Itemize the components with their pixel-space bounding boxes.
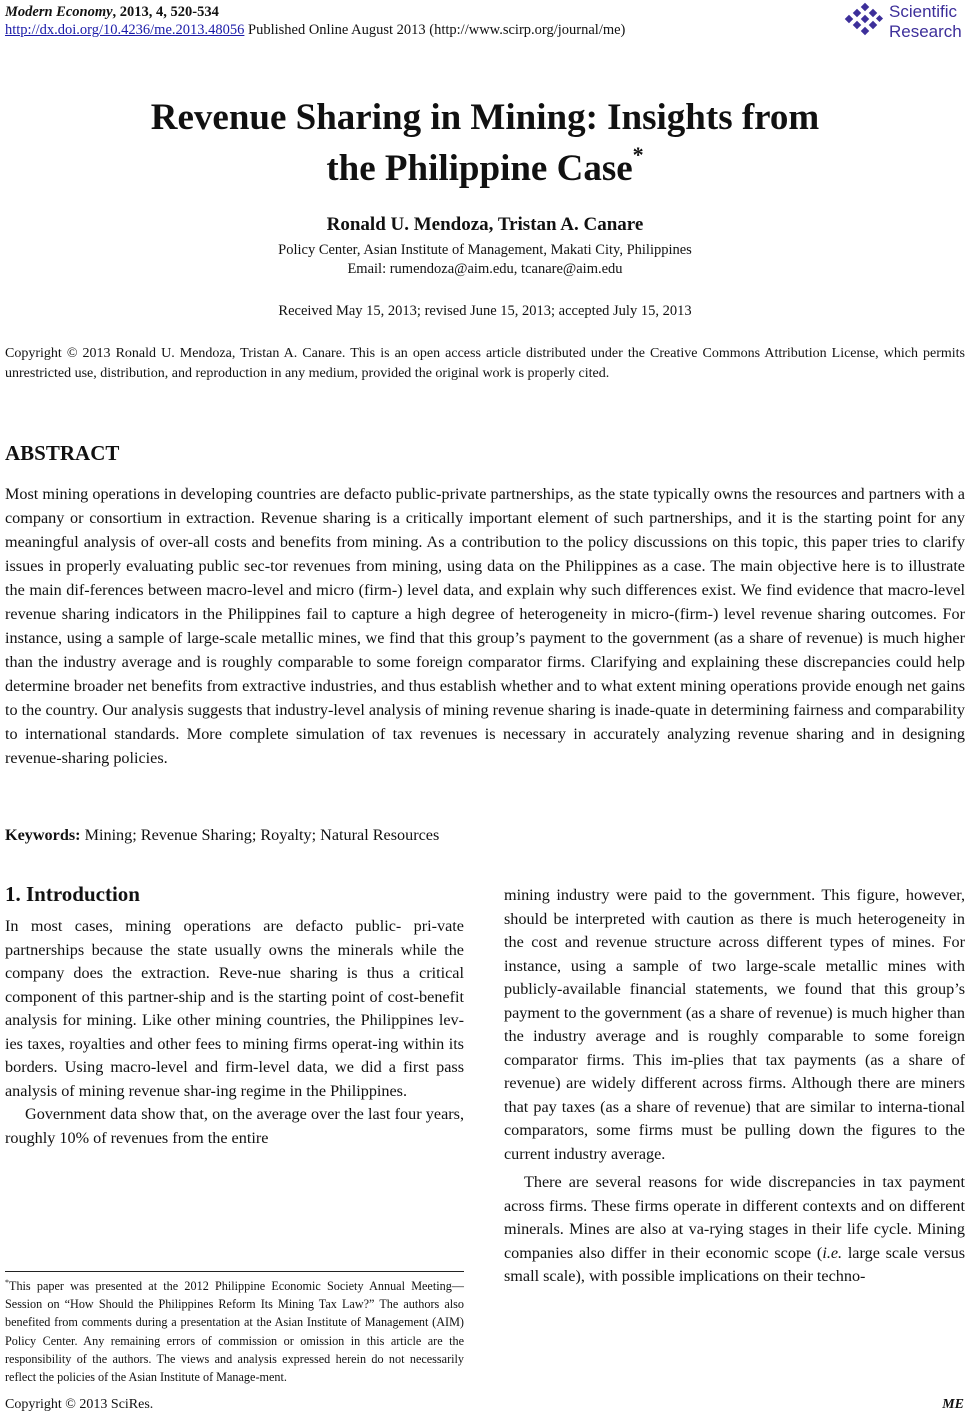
abstract-heading: ABSTRACT — [5, 441, 120, 465]
intro-paragraph-3: There are several reasons for wide discrepancies in tax payment across firms. These firms operate in different contexts and on different minerals. Mines are also at va-rying stages in their life cycle. Mining companies also differ in their economic scope (i.e. large scale versus small scale), with possible implications on their techno- — [504, 1173, 965, 1285]
footnote: *This paper was presented at the 2012 Philippine Economic Society Annual Meeting—Session on “How Should the Philippines Reform Its Mining Tax Law?” The authors also benefited from comments during a presentation at the Asian Institute of Management (AIM) Policy Center. Any remaining errors of commission or omission in this article are the responsibility of the authors. The views and analysis expressed herein do not necessarily reflect the policies of the Asian Institute of Manage-ment. — [5, 1278, 464, 1385]
journal-citation: Modern Economy, 2013, 4, 520-534 — [5, 4, 219, 20]
footer-copyright: Copyright © 2013 SciRes. — [5, 1397, 154, 1412]
copyright-notice: Copyright © 2013 Ronald U. Mendoza, Tristan A. Canare. This is an open access article distributed under the Creative Commons Attribution License, which permits unrestricted use, distribution, and reproduction in any medium, provided the original work is properly cited. — [5, 346, 965, 381]
email: Email: rumendoza@aim.edu, tcanare@aim.edu — [347, 261, 623, 277]
intro-paragraph-2-continued: mining industry were paid to the government. This figure, however, should be interpreted with caution as there is much heterogeneity in the cost and revenue structure across different types of mines. For instance, using a sample of two large-scale metallic mines with publicly-available financial statements, we found that this group’s payment to the government (as a share of revenue) is much higher than the industry average and is roughly comparable to some foreign comparator firms. This im-plies that tax payments (as a share of revenue) are widely different across firms. Although there are miners that pay taxes (as a share of revenue) that are similar to interna-tional comparators, some firms must be pulling down the figures to the current industry average. — [504, 886, 965, 1163]
right-column — [504, 884, 965, 1289]
intro-paragraph-1: In most cases, mining operations are defacto public- pri-vate partnerships because the state usually owns the minerals while the company does the extraction. Reve-nue sharing is thus a critical component of this partner-ship and is the starting point of cost-benefit analysis for mining. Like other mining countries, the Philippines lev-ies taxes, royalties and other fees to mining firms operat-ing within its borders. Using macro-level and firm-level data, we did a first pass analysis of mining revenue shar-ing regime in the Philippines. — [5, 917, 464, 1100]
footer-journal-abbr: ME — [942, 1397, 964, 1412]
title-footnote-mark: * — [632, 142, 644, 167]
section-heading-introduction: 1. Introduction — [5, 882, 140, 906]
keywords: Keywords: Mining; Revenue Sharing; Royalty; Natural Resources — [5, 826, 440, 844]
logo-text: Scientific Research — [889, 2, 962, 41]
affiliation: Policy Center, Asian Institute of Management, Makati City, Philippines — [278, 242, 692, 258]
scientific-research-logo — [844, 2, 964, 44]
doi-link[interactable]: http://dx.doi.org/10.4236/me.2013.48056 — [5, 22, 245, 38]
footnote-divider — [5, 1271, 464, 1272]
received-dates: Received May 15, 2013; revised June 15, 2013; accepted July 15, 2013 — [278, 303, 692, 319]
paper-title: Revenue Sharing in Mining: Insights from the Philippine Case* — [150, 97, 820, 189]
authors: Ronald U. Mendoza, Tristan A. Canare — [326, 214, 644, 235]
page-header — [5, 3, 625, 39]
logo-mark-icon — [844, 2, 886, 38]
intro-paragraph-2: Government data show that, on the average over the last four years, roughly 10% of revenues from the entire — [5, 1105, 464, 1147]
left-column — [5, 915, 464, 1150]
doi-line: http://dx.doi.org/10.4236/me.2013.48056 Published Online August 2013 (http://www.scirp.org/journal/me) — [5, 22, 626, 38]
abstract-text: Most mining operations in developing countries are defacto public-private partnerships, as the state typically owns the resources and partners with a company or consortium in extraction. Revenue sharing is a critically important element of such partnerships, and it is the starting point for any meaningful analysis of over-all costs and benefits from mining. As a contribution to the policy discussions on this topic, this paper tries to clarify issues in properly evaluating public sec-tor revenues from mining, using data on the Philippines as a case. The main objective here is to illustrate the main dif-ferences between macro-level and micro (firm-) level data, and explain why such differences exist. We find evidence that macro-level revenue sharing indicators in the Philippines fail to capture a high degree of heterogeneity in micro-(firm-) level revenue sharing outcomes. For instance, using a sample of large-scale metallic mines, we find that this group’s payment to the government (as a share of revenue) is much higher than the industry average and is roughly comparable to some foreign comparator firms. Clarifying and explaining these discrepancies could help determine broader net benefits from extractive industries, and thus establish whether and to what extent mining operations provide enough net gains to the country. Our analysis suggests that industry-level analysis of mining revenue sharing is inade-quate in determining fairness and comparability to international standards. More complete simulation of tax revenues is necessary in accurately analyzing revenue sharing and in designing revenue-sharing policies. — [5, 485, 965, 767]
